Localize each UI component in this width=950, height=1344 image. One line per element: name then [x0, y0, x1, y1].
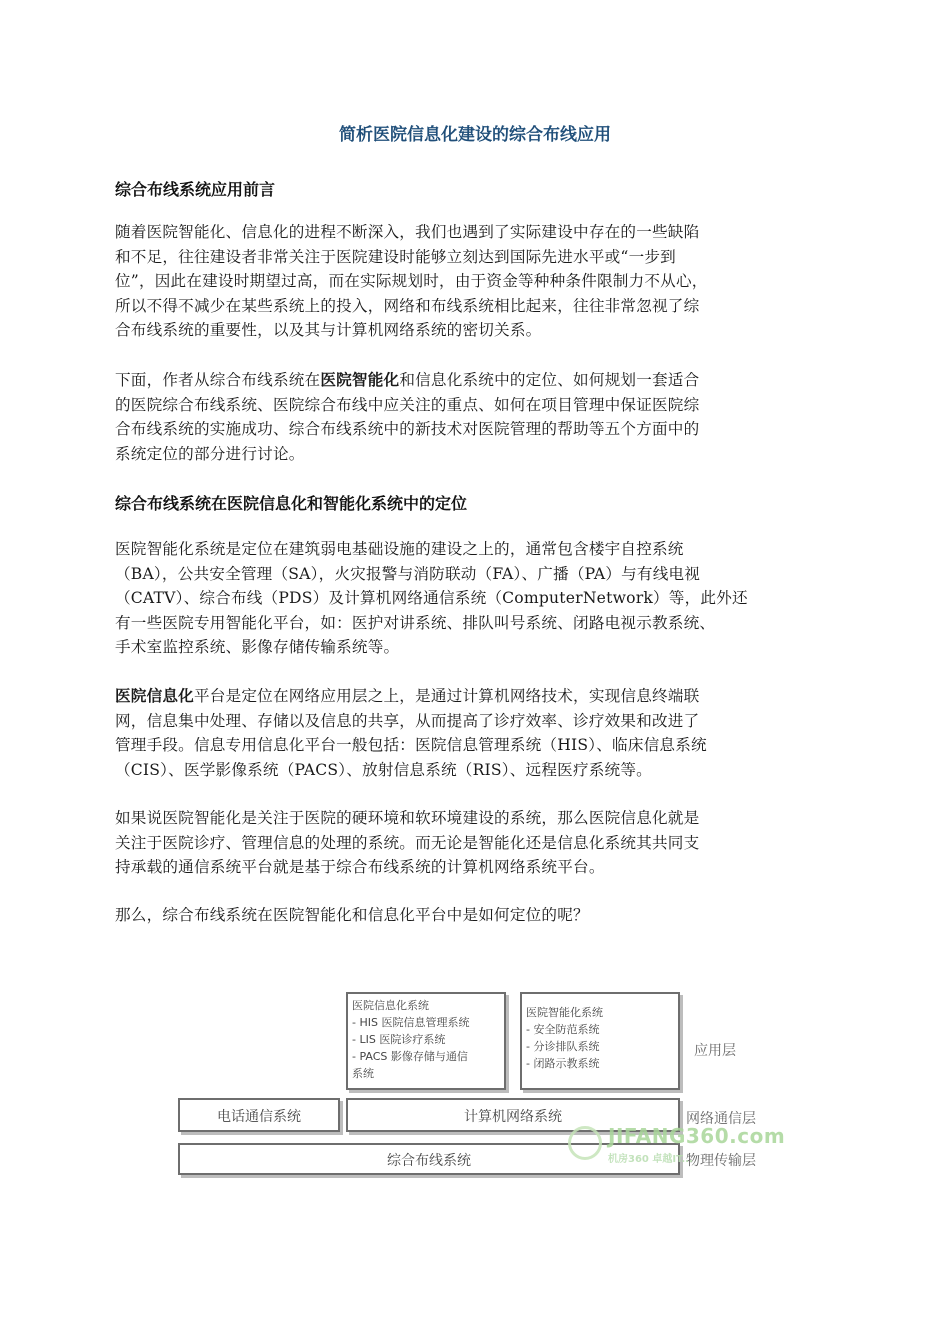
paragraph-line: 有一些医院专用智能化平台，如：医护对讲系统、排队叫号系统、闭路电视示教系统、 — [115, 613, 716, 632]
paragraph-line: （CIS）、医学影像系统（PACS）、放射信息系统（RIS）、远程医疗系统等。 — [115, 760, 652, 779]
bar-label: 电话通信系统 — [217, 1109, 301, 1125]
watermark-logo — [568, 1124, 786, 1174]
paragraph-line: 医院智能化系统是定位在建筑弱电基础设施的建设之上的，通常包含楼宇自控系统 — [115, 540, 684, 558]
paragraph-line: 手术室监控系统、影像存储传输系统等。 — [115, 638, 400, 657]
paragraph-line: 网，信息集中处理、存储以及信息的共享，从而提高了诊疗效率、诊疗效果和改进了 — [115, 711, 700, 730]
paragraph-comparison — [115, 806, 835, 880]
bar-label: 综合布线系统 — [387, 1153, 471, 1169]
paragraph-line — [115, 368, 835, 393]
bar-label: 计算机网络系统 — [464, 1109, 562, 1125]
bold-term: 医院智能化 — [320, 371, 400, 389]
paragraph-info-systems — [115, 684, 835, 782]
watermark-text: JIFANG360.com — [608, 1124, 786, 1148]
document-title: 简析医院信息化建设的综合布线应用 — [339, 125, 611, 145]
paragraph-line: 位”，因此在建设时期望过高，而在实际规划时，由于资金等种种条件限制力不从心， — [115, 272, 708, 291]
paragraph-line — [115, 684, 835, 709]
box-line: - 分诊排队系统 — [526, 1040, 600, 1053]
box-line: - 闭路示教系统 — [526, 1057, 600, 1070]
box-line: 医院信息化系统 — [352, 999, 429, 1012]
architecture-diagram — [170, 988, 790, 1188]
phone-system-bar — [178, 1098, 340, 1132]
watermark-subtext: 机房360 卓越IT... — [608, 1154, 693, 1165]
layer-label-network: 网络通信层 — [686, 1111, 756, 1127]
paragraph-line: 和不足，往往建设者非常关注于医院建设时能够立刻达到国际先进水平或“一步到 — [115, 247, 676, 266]
layer-label-application: 应用层 — [694, 1043, 736, 1059]
paragraph-line: 的医院综合布线系统、医院综合布线中应关注的重点、如何在项目管理中保证医院综 — [115, 395, 700, 414]
paragraph-line: （CATV）、综合布线（PDS）及计算机网络通信系统（ComputerNetwork）等，此外还 — [115, 589, 748, 608]
section-heading-positioning: 综合布线系统在医院信息化和智能化系统中的定位 — [115, 494, 468, 513]
paragraph-line: 管理手段。信息专用信息化平台一般包括：医院信息管理系统（HIS）、临床信息系统 — [115, 736, 707, 755]
paragraph-line: 随着医院智能化、信息化的进程不断深入，我们也遇到了实际建设中存在的一些缺陷 — [115, 223, 700, 241]
watermark-circle-icon — [568, 1126, 602, 1160]
paragraph-line: 所以不得不减少在某些系统上的投入，网络和布线系统相比起来，往往非常忽视了综 — [115, 296, 700, 315]
section-heading-intro: 综合布线系统应用前言 — [115, 180, 276, 199]
box-line: 医院智能化系统 — [526, 1006, 603, 1019]
box-line: - 安全防范系统 — [526, 1023, 600, 1036]
paragraph-line: 合布线系统的重要性，以及其与计算机网络系统的密切关系。 — [115, 321, 542, 340]
paragraph-line: （BA），公共安全管理（SA），火灾报警与消防联动（FA）、广播（PA）与有线电视 — [115, 564, 701, 583]
paragraph-intro — [115, 220, 835, 343]
paragraph-line: 系统定位的部分进行讨论。 — [115, 444, 305, 463]
box-line: - LIS 医院诊疗系统 — [352, 1033, 446, 1046]
layer-label-physical: 物理传输层 — [686, 1153, 756, 1169]
box-line: 系统 — [352, 1067, 374, 1080]
paragraph-line: 持承载的通信系统平台就是基于综合布线系统的计算机网络系统平台。 — [115, 858, 605, 877]
smart-system-box — [520, 992, 680, 1090]
text-run: 平台是定位在网络应用层之上，是通过计算机网络技术，实现信息终端联 — [193, 687, 700, 705]
paragraph-line: 关注于医院诊疗、管理信息的处理的系统。而无论是智能化还是信息化系统其共同支 — [115, 833, 700, 852]
text-run: 下面，作者从综合布线系统在 — [115, 371, 321, 389]
paragraph-line: 合布线系统的实施成功、综合布线系统中的新技术对医院管理的帮助等五个方面中的 — [115, 420, 700, 439]
box-line: - HIS 医院信息管理系统 — [352, 1016, 470, 1029]
box-line: - PACS 影像存储与通信 — [352, 1050, 468, 1063]
paragraph-question: 那么，综合布线系统在医院智能化和信息化平台中是如何定位的呢？ — [115, 906, 589, 924]
info-system-box — [346, 992, 506, 1090]
paragraph-scope — [115, 368, 835, 466]
paragraph-smart-systems — [115, 537, 835, 660]
text-run: 和信息化系统中的定位、如何规划一套适合 — [399, 371, 700, 389]
bold-term: 医院信息化 — [115, 687, 194, 705]
paragraph-line: 如果说医院智能化是关注于医院的硬环境和软环境建设的系统，那么医院信息化就是 — [115, 809, 700, 827]
